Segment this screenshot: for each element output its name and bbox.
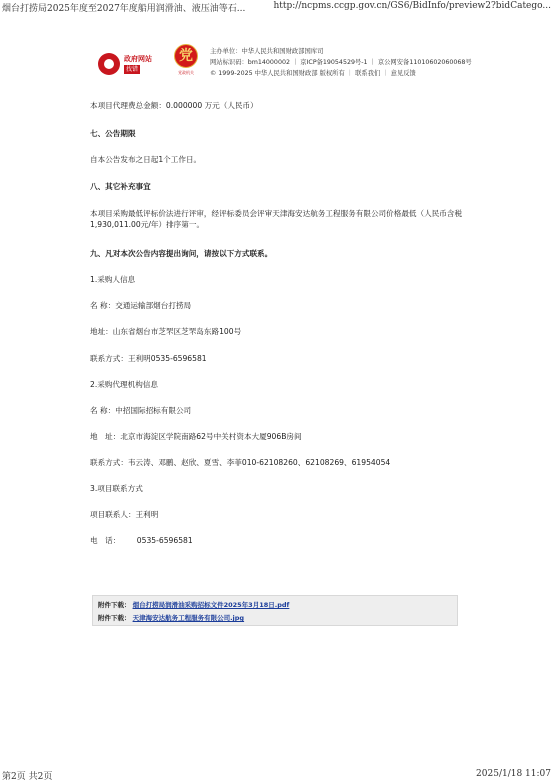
copyright-text: © 1999-2025 中华人民共和国财政部 版权所有 <box>210 70 345 77</box>
emblem-caption: 党政机关 <box>178 70 194 75</box>
phone-number: 0535-6596581 <box>136 536 193 545</box>
attachment-row <box>98 599 289 611</box>
print-page-url: http://ncpms.ccgp.gov.cn/GS6/BidInfo/preview2?bidCatego... <box>273 1 551 11</box>
project-contact-title: 3.项目联系方式 <box>90 484 143 493</box>
section-8-body: 本项目采购最低评标价法进行评审，经评标委员会评审天津海安达航务工程服务有限公司价格最低（人民币含税1,930,011.00元/年）排序第一。 <box>90 209 463 229</box>
attachment-label: 附件下载： <box>98 601 131 609</box>
agency-title: 2.采购代理机构信息 <box>90 380 158 389</box>
gov-logo-icon <box>98 53 120 75</box>
project-contact-person: 项目联系人：王利明 <box>90 510 159 519</box>
site-id-line: 网站标识码：bm14000002 ｜ 京ICP备19054529号-1 ｜ 京公网安备11010602060068号 <box>210 59 472 66</box>
contact-us-link[interactable]: 联系我们 <box>355 70 381 77</box>
print-datetime: 2025/1/18 11:07 <box>476 769 551 779</box>
feedback-link[interactable]: 意见反馈 <box>390 70 416 77</box>
attachment-link-bid-document[interactable]: 烟台打捞局润滑油采购招标文件2025年3月18日.pdf <box>132 601 290 609</box>
print-footer <box>0 769 554 783</box>
site-info <box>210 46 472 79</box>
section-8-title: 八、其它补充事宜 <box>90 182 151 191</box>
gov-logo-badge: 找错 <box>126 66 139 73</box>
page-number: 第2页 共2页 <box>2 772 53 782</box>
attachment-row <box>98 612 244 624</box>
attachments-box <box>92 595 458 626</box>
agency-contact: 联系方式：韦云涛、邓鹏、赵欣、夏雪、李菲010-62108260、62108269、61954054 <box>90 458 391 467</box>
purchaser-title: 1.采购人信息 <box>90 275 136 284</box>
attachment-link-winner-image[interactable]: 天津海安达航务工程服务有限公司.jpg <box>132 614 245 622</box>
section-7-body: 自本公告发布之日起1个工作日。 <box>90 155 202 164</box>
print-page-title: 烟台打捞局2025年度至2027年度船用润滑油、液压油等石... <box>2 4 246 14</box>
agency-fee-line: 本项目代理费总金额：0.000000 万元（人民币） <box>90 101 258 110</box>
purchaser-contact: 联系方式：王利明0535-6596581 <box>90 354 207 363</box>
separator: ｜ <box>382 70 391 77</box>
copyright-line <box>210 68 472 79</box>
emblem-icon: 党 <box>174 44 198 68</box>
site-banner <box>96 44 476 90</box>
print-header <box>0 0 554 14</box>
section-9-title: 九、凡对本次公告内容提出询问，请按以下方式联系。 <box>90 249 273 258</box>
agency-name: 名 称：中招国际招标有限公司 <box>90 406 192 415</box>
party-government-emblem[interactable] <box>174 44 198 78</box>
attachment-label: 附件下载： <box>98 614 131 622</box>
purchaser-address: 地址：山东省烟台市芝罘区芝罘岛东路100号 <box>90 327 242 336</box>
phone-label: 电 话： <box>90 536 121 545</box>
project-contact-phone <box>90 535 480 546</box>
separator: ｜ <box>346 70 356 77</box>
purchaser-name: 名 称：交通运输部烟台打捞局 <box>90 301 192 310</box>
gov-logo-text: 政府网站 <box>124 55 152 63</box>
host-unit: 主办单位：中华人民共和国财政部国库司 <box>210 48 324 55</box>
gov-website-error-report-logo[interactable] <box>96 52 168 78</box>
agency-address: 地 址：北京市海淀区学院南路62号中关村资本大厦906B房间 <box>90 432 302 441</box>
section-7-title: 七、公告期限 <box>90 129 136 138</box>
